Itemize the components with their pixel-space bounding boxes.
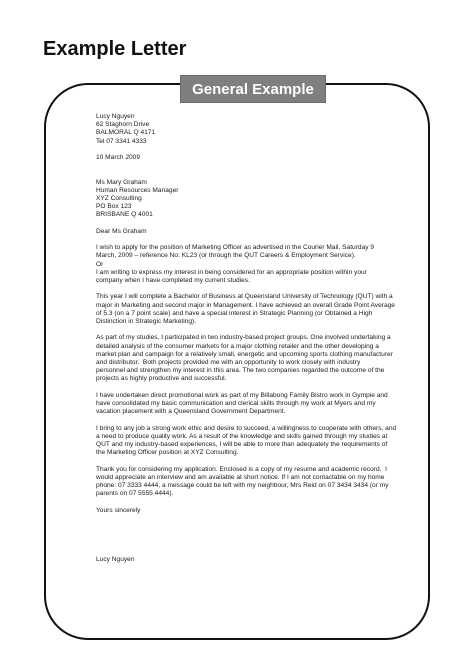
letter-body (96, 113, 412, 564)
sender-line: 62 Staghorn Drive (96, 121, 150, 129)
paragraph-line: the Marketing Officer position at XYZ Consulting. (96, 449, 239, 457)
paragraph-line: have consolidated my basic communication and clerical skills through my work at Myers and my (96, 399, 376, 407)
paragraph-line: I bring to any job a strong work ethic and desire to succeed, a willingness to cooperate with others, and (96, 424, 397, 432)
closing: Yours sincerely (96, 506, 141, 514)
recipient-line: BRISBANE Q 4001 (96, 211, 153, 219)
paragraph-3 (96, 334, 412, 383)
paragraph-line: Thank you for considering my application. Enclosed is a copy of my resume and academic record. I (96, 465, 387, 473)
page-title: Example Letter (43, 38, 187, 60)
paragraph-5 (96, 425, 412, 458)
paragraph-line: vacation placement with a Queensland Government Department. (96, 408, 286, 416)
banner-label: General Example (180, 75, 326, 103)
paragraph-line: phone: 07 3333 4444, a message could be left with my neighbour, Mrs Reid on 07 3434 3434 (or my (96, 481, 389, 489)
paragraph-2 (96, 293, 412, 326)
paragraph-4 (96, 392, 412, 417)
paragraph-line: Distinction in Strategic Marketing). (96, 317, 197, 325)
paragraph-line: major in Marketing and second major in Management. I have achieved an overall Grade Point Average (96, 301, 395, 309)
recipient-address (96, 179, 412, 220)
paragraph-line: March, 2009 – reference No: KL23 (or through the QUT Careers & Employment Service). (96, 252, 356, 260)
signature-name: Lucy Nguyen (96, 555, 135, 563)
paragraph-line: and distributor. Both projects provided me with an opportunity to work closely with industry (96, 358, 361, 366)
sender-line: Lucy Nguyen (96, 113, 135, 120)
paragraph-line: Or (96, 260, 104, 268)
recipient-line: Human Resources Manager (96, 186, 179, 194)
paragraph-line: personnel and strengthen my interest in this area. The two companies regarded the outcome of the (96, 367, 385, 375)
salutation: Dear Ms Graham (96, 227, 147, 235)
paragraph-1 (96, 244, 412, 285)
paragraph-line: detailed analysis of the consumer markets for a major clothing retailer and the other developing a (96, 342, 379, 350)
paragraph-line: I have undertaken direct promotional work as part of my Billabong Family Bistro work in Gympie and (96, 391, 388, 399)
sender-line: Tel 07 3341 4333 (96, 137, 147, 145)
recipient-line: Ms Mary Graham (96, 178, 147, 186)
paragraph-line: I am writing to express my interest in being considered for an appropriate position within your (96, 268, 367, 276)
paragraph-6 (96, 466, 412, 499)
paragraph-line: market plan and campaign for a relatively small, energetic and upcoming sports clothing manufacturer (96, 350, 393, 358)
paragraph-line: a need to produce quality work. As a result of the knowledge and skills gained through my studies at (96, 432, 388, 440)
paragraph-line: would appreciate an interview and am available at short notice. If I am not contactable on my home (96, 473, 385, 481)
paragraph-line: As part of my studies, I participated in two industry-based project groups. One involved undertaking a (96, 334, 391, 342)
paragraph-line: company when I have completed my current studies. (96, 276, 250, 284)
letter-date: 10 March 2009 (96, 154, 140, 161)
paragraph-line: I wish to apply for the position of Marketing Officer as advertised in the Courier Mail, Saturday 9 (96, 244, 375, 252)
paragraph-line: QUT and my industry-based experiences, I will be able to more than adequately the requirements of (96, 440, 388, 448)
paragraph-line: This year I will complete a Bachelor of Business at Queensland University of Technology (QUT) with a (96, 293, 393, 301)
paragraph-line: of 5.3 (on a 7 point scale) and have a special interest in Strategic Planning (or Obtained a High (96, 309, 373, 317)
recipient-line: XYZ Consulting (96, 194, 142, 202)
recipient-line: PO Box 123 (96, 203, 132, 211)
sender-line: BALMORAL Q 4171 (96, 129, 156, 137)
sender-address (96, 113, 412, 146)
paragraph-line: projects as highly productive and successful. (96, 375, 227, 383)
paragraph-line: parents on 07 5555 4444). (96, 490, 174, 498)
